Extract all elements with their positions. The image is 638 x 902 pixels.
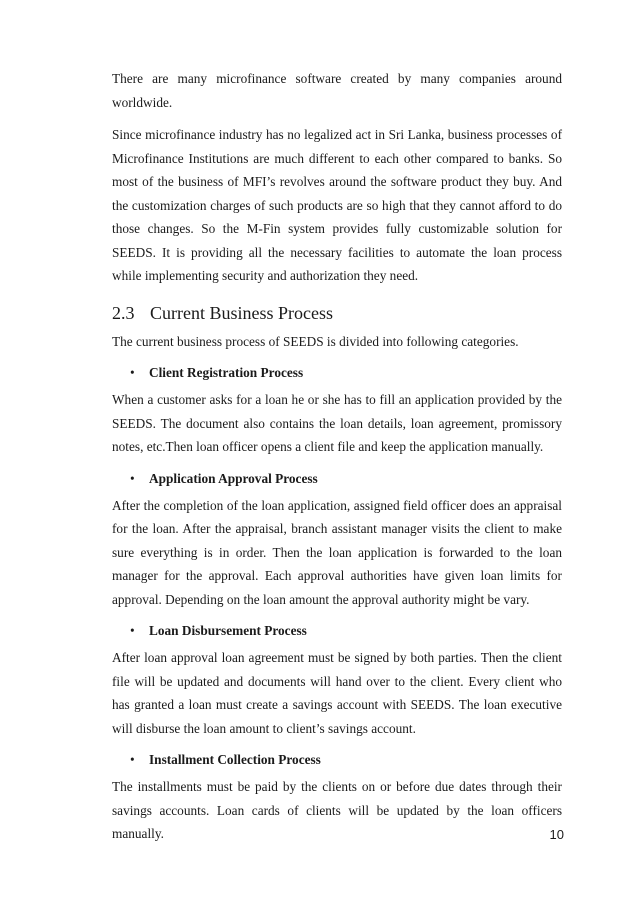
process-title: Application Approval Process <box>149 470 318 486</box>
section-number: 2.3 <box>112 302 135 323</box>
process-heading <box>112 362 562 384</box>
process-description: After the completion of the loan application, assigned field officer does an appraisal for the loan. After the appraisal, branch assistant manager visits the client to make sure everything is in order. Then the loan application is forwarded to the loan manager for the approval. Each approval authorities have given loan limits for approval. Depending on the loan amount the approval authority might be vary. <box>112 497 562 607</box>
process-description: After loan approval loan agreement must be signed by both parties. Then the client file will be updated and documents will hand over to the client. Every client who has granted a loan must create a savings account with SEEDS. The loan executive will disburse the loan amount to client’s savings account. <box>112 650 562 736</box>
page-number: 10 <box>549 827 564 842</box>
intro-paragraph: There are many microfinance software created by many companies around worldwide. <box>112 71 562 110</box>
body-paragraph: Since microfinance industry has no legalized act in Sri Lanka, business processes of Microfinance Institutions are much different to each other compared to banks. So most of the business of MFI’s revolves around the software product they buy. And the customization charges of such products are so high that they cannot afford to do those changes. So the M-Fin system provides fully customizable solution for SEEDS. It is providing all the necessary facilities to automate the loan process while implementing security and authorization they need. <box>112 127 562 283</box>
bullet-icon: • <box>130 623 135 638</box>
process-title: Client Registration Process <box>149 365 304 380</box>
bullet-icon: • <box>130 752 135 767</box>
process-title: Installment Collection Process <box>149 752 321 767</box>
section-lead: The current business process of SEEDS is divided into following categories. <box>112 333 519 349</box>
section-heading <box>112 298 562 328</box>
process-title: Loan Disbursement Process <box>149 623 307 638</box>
process-heading <box>112 749 562 771</box>
process-description: When a customer asks for a loan he or she has to fill an application provided by the SEEDS. The document also contains the loan details, loan agreement, promissory notes, etc.Then loan officer opens a client file and keep the application manually. <box>112 392 562 454</box>
process-heading <box>112 468 562 490</box>
bullet-icon: • <box>130 365 135 380</box>
process-description: The installments must be paid by the clients on or before due dates through their savings accounts. Loan cards of clients will be updated by the loan officers manually. <box>112 779 562 841</box>
section-title: Current Business Process <box>150 302 333 323</box>
bullet-icon: • <box>130 470 135 486</box>
process-heading <box>112 620 562 642</box>
page-content <box>112 67 562 846</box>
